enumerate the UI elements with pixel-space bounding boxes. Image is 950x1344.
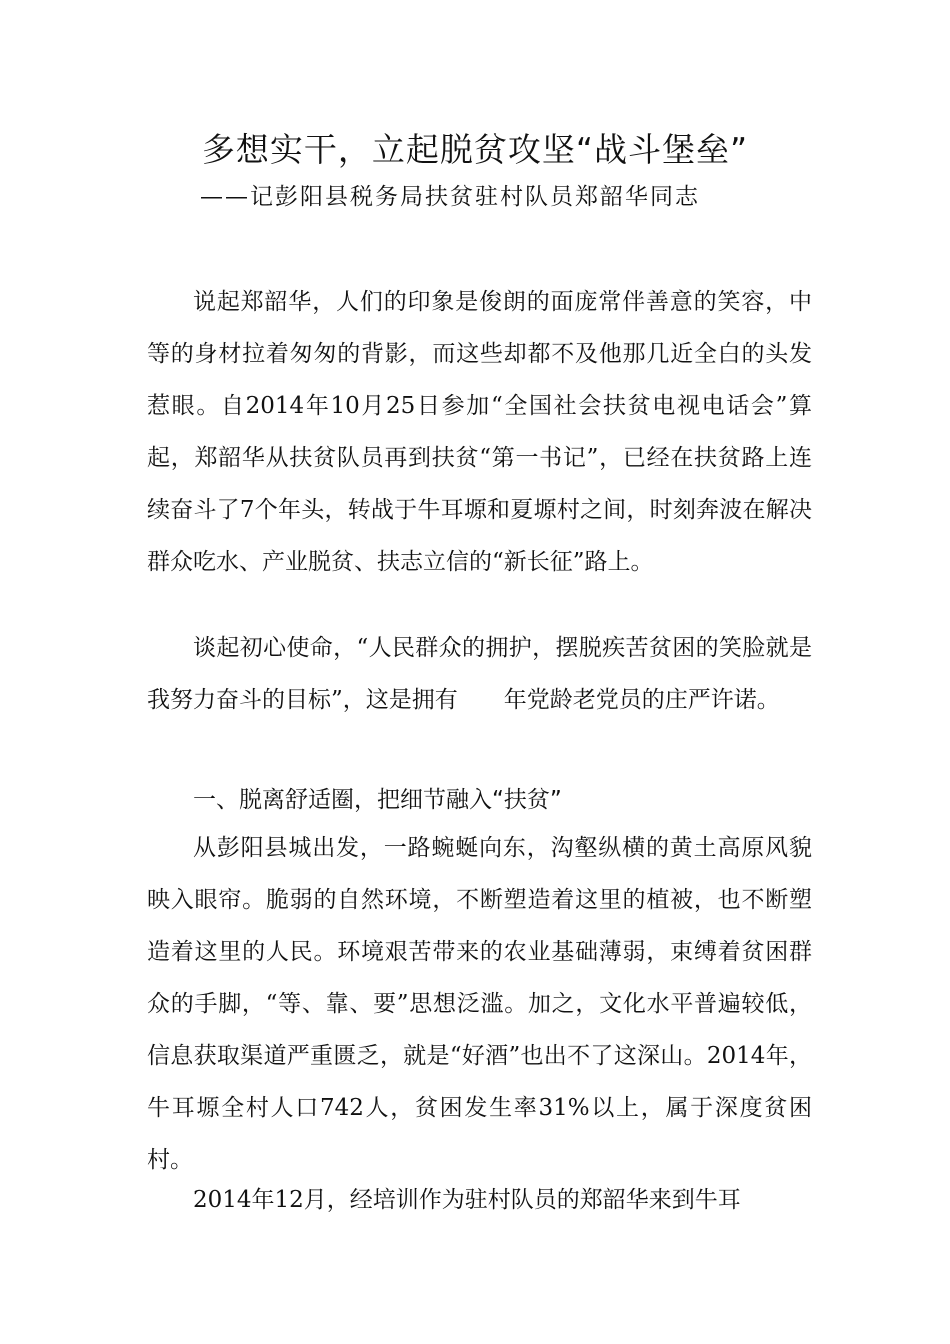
document-title: 多想实干，立起脱贫攻坚“战斗堡垒” [201,130,749,169]
body-paragraph: 谈起初心使命，“人民群众的拥护，摆脱疾苦贫困的笑脸就是我努力奋斗的目标”，这是拥有 年党龄老党员的庄严许诺。 [147,635,812,713]
body-paragraph: 2014年12月，经培训作为驻村队员的郑韶华来到牛耳 [193,1187,741,1213]
section-heading: 一、脱离舒适圈，把细节融入“扶贫” [193,787,562,813]
document-subtitle: ——记彭阳县税务局扶贫驻村队员郑韶华同志 [200,184,700,210]
body-paragraph: 说起郑韶华，人们的印象是俊朗的面庞常伴善意的笑容，中等的身材拉着匆匆的背影，而这些却都不及他那几近全白的头发惹眼。自2014年10月25日参加“全国社会扶贫电视电话会”算起，郑韶华从扶贫队员再到扶贫“第一书记”，已经在扶贫路上连续奋斗了7个年头，转战于牛耳塬和夏塬村之间，时刻奔波在解决群众吃水、产业脱贫、扶志立信的“新长征”路上。 [147,289,812,575]
body-paragraph: 从彭阳县城出发，一路蜿蜒向东，沟壑纵横的黄土高原风貌映入眼帘。脆弱的自然环境，不断塑造着这里的植被，也不断塑造着这里的人民。环境艰苦带来的农业基础薄弱，束缚着贫困群众的手脚，“等、靠、要”思想泛滥。加之，文化水平普遍较低，信息获取渠道严重匮乏，就是“好酒”也出不了这深山。2014年，牛耳塬全村人口742人，贫困发生率31%以上，属于深度贫困村。 [147,835,812,1173]
